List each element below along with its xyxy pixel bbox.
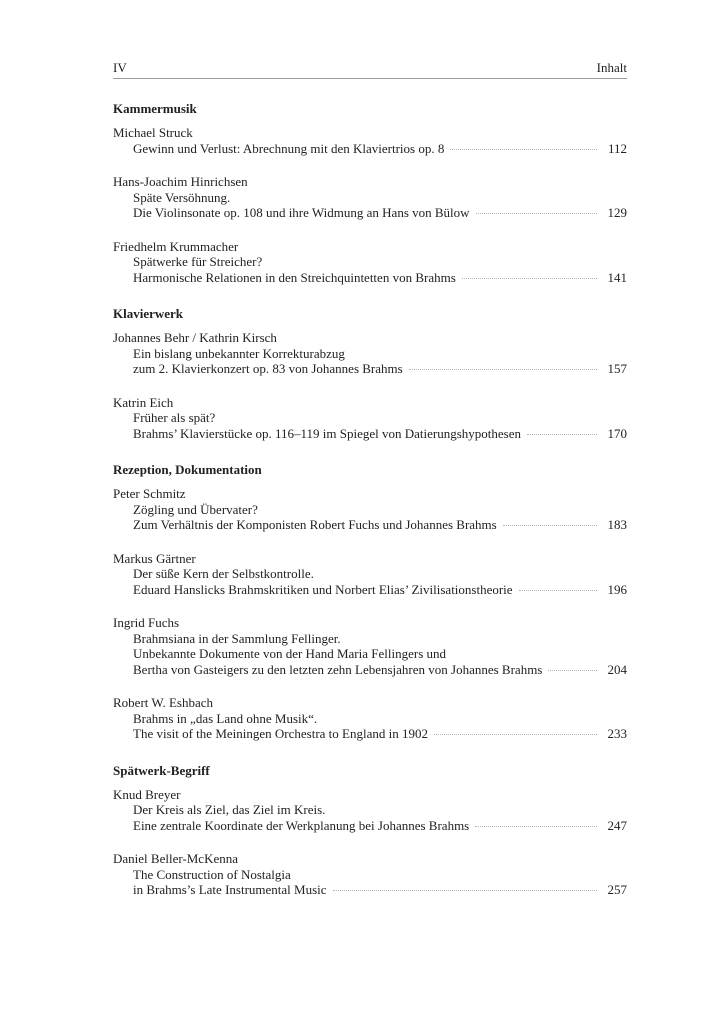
section-title: Rezeption, Dokumentation [113, 462, 262, 477]
toc-entry [113, 330, 627, 377]
dot-leader [548, 670, 597, 671]
toc-section [113, 100, 627, 285]
entry-title-line [113, 726, 627, 742]
toc-entry [113, 174, 627, 221]
toc-entry [113, 125, 627, 156]
entry-title-text: Harmonische Relationen in den Streichquintetten von Brahms [133, 269, 456, 285]
entry-title-line [113, 517, 627, 533]
entry-author: Peter Schmitz [113, 486, 186, 501]
entry-title-line [113, 254, 627, 270]
entry-title-text: Der süße Kern der Selbstkontrolle. [133, 566, 314, 581]
entry-page-number: 157 [607, 361, 627, 376]
toc-entry [113, 239, 627, 286]
entry-title-text: Der Kreis als Ziel, das Ziel im Kreis. [133, 802, 326, 817]
entry-title-line [113, 646, 627, 662]
entry-title-text: Die Violinsonate op. 108 und ihre Widmung an Hans von Bülow [133, 205, 470, 220]
entry-title-line [113, 502, 627, 518]
entry-title-line [113, 867, 627, 883]
entry-title-line [113, 410, 627, 426]
entry-title-line [113, 802, 627, 818]
toc-entry [113, 615, 627, 677]
entry-author: Markus Gärtner [113, 550, 196, 566]
entry-title-line [113, 582, 627, 598]
toc-entry [113, 695, 627, 742]
entry-page-number: 129 [607, 205, 627, 220]
entry-title-text: The visit of the Meiningen Orchestra to England in 1902 [133, 726, 428, 741]
section-title: Kammermusik [113, 101, 197, 116]
entry-page-number: 196 [607, 581, 627, 597]
dot-leader [476, 213, 597, 214]
entry-author: Hans-Joachim Hinrichsen [113, 174, 248, 189]
page-header [113, 58, 627, 79]
entry-title-text: Bertha von Gasteigers zu den letzten zehn Lebensjahren von Johannes Brahms [133, 661, 543, 677]
entry-page-number: 247 [607, 817, 627, 833]
dot-leader [503, 525, 597, 526]
entry-title-text: Zögling und Übervater? [133, 501, 258, 517]
entry-title-line [113, 882, 627, 898]
entry-author: Friedhelm Krummacher [113, 238, 239, 254]
entry-title-line [113, 711, 627, 727]
entry-page-number: 112 [607, 140, 627, 156]
dot-leader [527, 434, 597, 435]
entry-page-number: 204 [607, 661, 627, 677]
dot-leader [409, 369, 597, 370]
entry-author: Johannes Behr / Kathrin Kirsch [113, 330, 277, 345]
toc-section [113, 305, 627, 441]
dot-leader [462, 278, 597, 279]
entry-title-line [113, 141, 627, 157]
entry-page-number: 183 [607, 517, 627, 532]
entry-author: Michael Struck [113, 125, 193, 140]
entry-title-text: Ein bislang unbekannter Korrekturabzug [133, 345, 345, 361]
toc-entry [113, 551, 627, 598]
entry-author: Katrin Eich [113, 394, 174, 410]
entry-page-number: 170 [607, 425, 627, 441]
entry-author: Ingrid Fuchs [113, 615, 180, 630]
entry-author: Knud Breyer [113, 786, 181, 802]
toc-entry [113, 787, 627, 834]
toc-section [113, 762, 627, 898]
entry-title-text: Zum Verhältnis der Komponisten Robert Fuchs und Johannes Brahms [133, 517, 497, 532]
entry-title-text: Spätwerke für Streicher? [133, 254, 263, 269]
entry-page-number: 257 [607, 882, 627, 897]
entry-title-text: The Construction of Nostalgia [133, 866, 291, 882]
entry-page-number: 141 [607, 269, 627, 285]
entry-title-text: Eduard Hanslicks Brahmskritiken und Norbert Elias’ Zivilisationstheorie [133, 581, 513, 597]
entry-title-text: Brahms’ Klavierstücke op. 116–119 im Spiegel von Datierungshypothesen [133, 425, 522, 441]
toc-entry [113, 395, 627, 442]
entry-title-text: Unbekannte Dokumente von der Hand Maria Fellingers und [133, 646, 447, 661]
entry-title-line [113, 818, 627, 834]
entry-title-text: Brahmsiana in der Sammlung Fellinger. [133, 630, 341, 646]
entry-title-line [113, 270, 627, 286]
entry-title-text: Brahms in „das Land ohne Musik“. [133, 710, 318, 726]
entry-title-text: Früher als spät? [133, 410, 216, 425]
entry-title-text: zum 2. Klavierkonzert op. 83 von Johannes Brahms [133, 361, 403, 376]
table-of-contents [113, 100, 627, 918]
entry-title-text: Gewinn und Verlust: Abrechnung mit den Klaviertrios op. 8 [133, 140, 445, 156]
toc-entry [113, 486, 627, 533]
dot-leader [450, 149, 597, 150]
entry-author: Robert W. Eshbach [113, 695, 214, 710]
toc-section [113, 461, 627, 742]
section-title: Klavierwerk [113, 306, 184, 321]
running-title: Inhalt [596, 60, 627, 75]
entry-title-line [113, 631, 627, 647]
entry-title-line [113, 426, 627, 442]
entry-page-number: 233 [607, 726, 627, 741]
entry-title-text: Eine zentrale Koordinate der Werkplanung bei Johannes Brahms [133, 817, 470, 833]
dot-leader [434, 734, 597, 735]
entry-title-text: Späte Versöhnung. [133, 189, 231, 205]
entry-title-text: in Brahms’s Late Instrumental Music [133, 882, 327, 897]
toc-entry [113, 851, 627, 898]
entry-title-line [113, 361, 627, 377]
dot-leader [475, 826, 597, 827]
page-number: IV [113, 60, 127, 75]
entry-title-line [113, 190, 627, 206]
entry-title-line [113, 566, 627, 582]
entry-title-line [113, 346, 627, 362]
dot-leader [519, 590, 597, 591]
entry-author: Daniel Beller-McKenna [113, 851, 238, 866]
entry-title-line [113, 662, 627, 678]
section-title: Spätwerk-Begriff [113, 762, 210, 778]
entry-title-line [113, 205, 627, 221]
dot-leader [333, 890, 597, 891]
